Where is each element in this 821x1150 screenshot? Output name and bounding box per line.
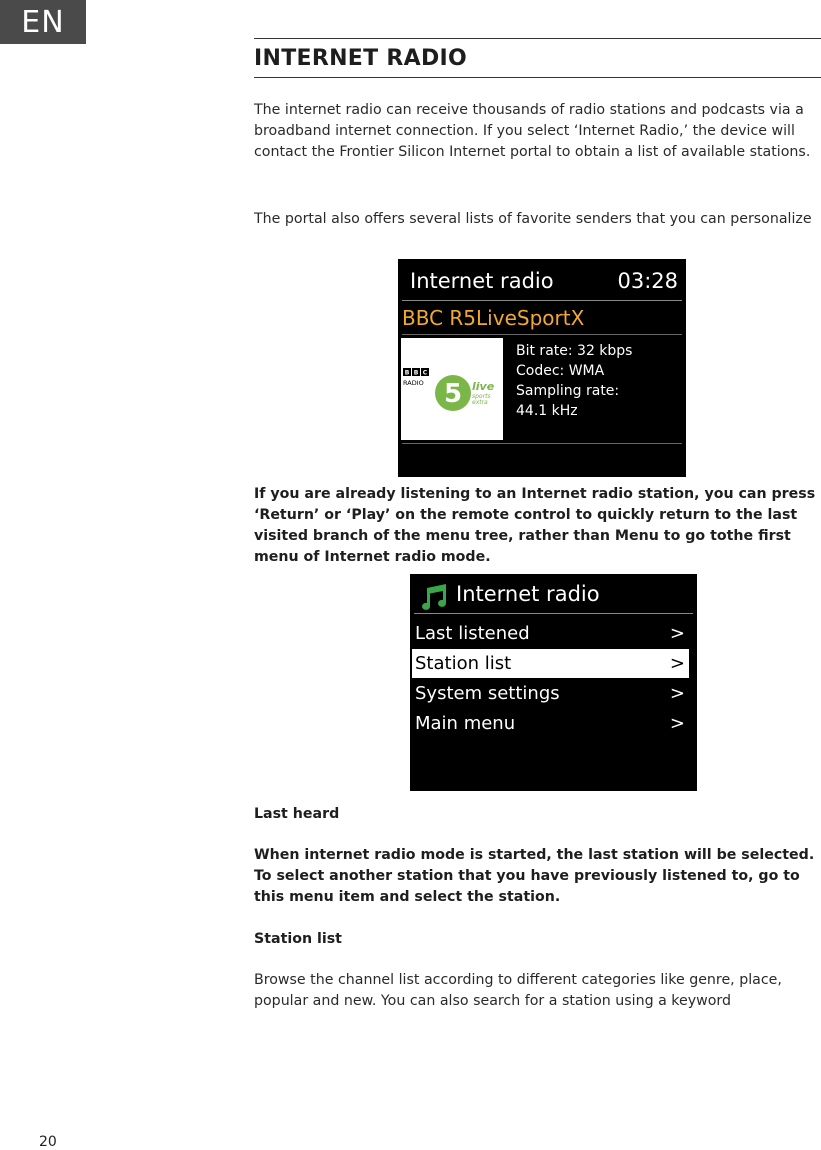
section-title: INTERNET RADIO <box>254 46 467 71</box>
logo-radio-text: RADIO <box>403 379 424 387</box>
intro-paragraph: The internet radio can receive thousands of radio stations and podcasts via a broadband internet connection. If you select ‘Internet Radio,’ the device will contact the Frontier Silicon Internet portal to obtain a list of available stations. <box>254 102 811 160</box>
station-list-heading: Station list <box>254 931 342 947</box>
logo-sports: sports <box>472 393 491 400</box>
chevron-right-icon: > <box>669 623 685 644</box>
menu-item-main-menu[interactable] <box>412 709 689 738</box>
language-tab: EN <box>0 0 86 44</box>
clock-display: 03:28 <box>617 269 678 293</box>
menu-item-label: System settings <box>415 683 560 704</box>
divider <box>414 613 693 614</box>
top-rule <box>254 38 821 39</box>
station-list-paragraph: Browse the channel list according to different categories like genre, place, popular and new. You can also search for a station using a keyword <box>254 972 782 1009</box>
stream-info <box>516 341 632 421</box>
bbc-5live-logo-icon <box>401 338 503 440</box>
screen-title: Internet radio <box>410 269 554 293</box>
divider <box>402 443 682 444</box>
menu-item-label: Station list <box>415 653 512 674</box>
menu-item-label: Main menu <box>415 713 516 734</box>
logo-bbc-c: C <box>422 369 428 377</box>
internet-radio-menu-screen <box>410 574 697 791</box>
chevron-right-icon: > <box>669 713 685 734</box>
portal-paragraph: The portal also offers several lists of favorite senders that you can personalize <box>254 211 812 227</box>
chevron-right-icon: > <box>669 683 685 704</box>
logo-bbc-b2: B <box>413 369 419 377</box>
now-playing-screen <box>398 259 686 477</box>
menu-item-system-settings[interactable] <box>412 679 689 708</box>
music-note-icon <box>420 583 450 611</box>
last-heard-paragraph: When internet radio mode is started, the last station will be selected. To select another station that you have previously listened to, go to this menu item and select the station. <box>254 847 815 905</box>
chevron-right-icon: > <box>669 653 685 674</box>
title-rule <box>254 77 821 78</box>
bitrate-line: Bit rate: 32 kbps <box>516 343 633 359</box>
divider <box>402 300 682 301</box>
sampling-value-line: 44.1 kHz <box>516 403 578 419</box>
logo-live: live <box>472 380 495 393</box>
menu-item-last-listened[interactable] <box>412 619 689 648</box>
menu-item-label: Last listened <box>415 623 530 644</box>
menu-item-station-list[interactable] <box>412 649 689 678</box>
last-heard-heading: Last heard <box>254 806 340 822</box>
page-number: 20 <box>39 1134 57 1150</box>
return-paragraph: If you are already listening to an Internet radio station, you can press ‘Return’ or ‘Play’ on the remote control to quickly return to the last visited branch of the menu tree, rather than Menu to go tothe first menu of Internet radio mode. <box>254 486 816 565</box>
codec-line: Codec: WMA <box>516 363 605 379</box>
screen-title: Internet radio <box>456 582 600 606</box>
logo-extra: extra <box>472 399 488 406</box>
divider <box>402 334 682 335</box>
logo-five: 5 <box>443 379 463 409</box>
station-logo <box>401 338 503 440</box>
logo-bbc-b1: B <box>404 369 410 377</box>
sampling-label-line: Sampling rate: <box>516 383 620 399</box>
station-name: BBC R5LiveSportX <box>402 306 585 330</box>
